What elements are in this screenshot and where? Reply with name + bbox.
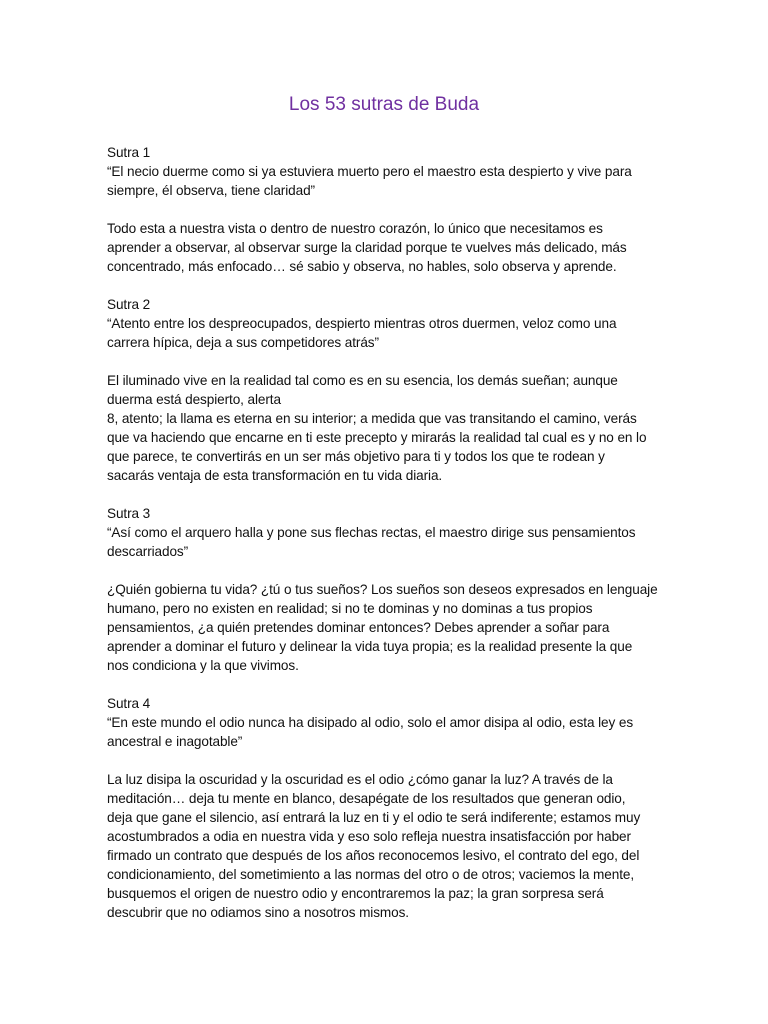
- document-body: [107, 143, 667, 922]
- text-line: descarriados”: [107, 544, 189, 559]
- text-line: “En este mundo el odio nunca ha disipado al odio, solo el amor disipa al odio, esta ley es: [107, 715, 634, 730]
- text-line: que parece, te convertirás en un ser más objetivo para ti y todos los que te rodean y: [107, 449, 605, 464]
- sutra-quote: [107, 713, 667, 751]
- text-line: busquemos el origen de nuestro odio y encontraremos la paz; la gran sorpresa será: [107, 886, 604, 901]
- text-line: nos condiciona y la que vivimos.: [107, 658, 299, 673]
- text-line: que va haciendo que encarne en ti este precepto y mirarás la realidad tal cual es y no en lo: [107, 430, 647, 445]
- sutra-section: [107, 295, 667, 485]
- sutra-quote: [107, 523, 667, 561]
- text-line: descubrir que no odiamos sino a nosotros mismos.: [107, 905, 409, 920]
- text-line: carrera hípica, deja a sus competidores atrás”: [107, 335, 379, 350]
- text-line: siempre, él observa, tiene claridad”: [107, 183, 315, 198]
- sutra-section: [107, 143, 667, 276]
- sutra-commentary: [107, 580, 667, 675]
- text-line: “El necio duerme como si ya estuviera muerto pero el maestro esta despierto y vive para: [107, 164, 632, 179]
- text-line: Todo esta a nuestra vista o dentro de nuestro corazón, lo único que necesitamos es: [107, 221, 603, 236]
- sutra-commentary: [107, 219, 667, 276]
- text-line: deja que gane el silencio, así entrará la luz en ti y el odio te será indiferente; estamos muy: [107, 810, 641, 825]
- text-line: “Así como el arquero halla y pone sus flechas rectas, el maestro dirige sus pensamientos: [107, 525, 636, 540]
- text-line: duerma está despierto, alerta: [107, 392, 281, 407]
- text-line: concentrado, más enfocado… sé sabio y observa, no hables, solo observa y aprende.: [107, 259, 617, 274]
- text-line: condicionamiento, del sometimiento a las normas del otro o de otros; vaciemos la mente,: [107, 867, 635, 882]
- sutra-commentary: [107, 371, 667, 485]
- sutra-heading: Sutra 2: [107, 297, 151, 312]
- text-line: aprender a dominar el futuro y delinear la vida tuya propia; es la realidad presente la que: [107, 639, 633, 654]
- sutra-heading: Sutra 1: [107, 145, 151, 160]
- text-line: ¿Quién gobierna tu vida? ¿tú o tus sueños? Los sueños son deseos expresados en lenguaje: [107, 582, 658, 597]
- sutra-heading: Sutra 4: [107, 696, 151, 711]
- text-line: pensamientos, ¿a quién pretendes dominar entonces? Debes aprender a soñar para: [107, 620, 610, 635]
- text-line: sacarás ventaja de esta transformación en tu vida diaria.: [107, 468, 443, 483]
- sutra-section: [107, 694, 667, 922]
- text-line: firmado un contrato que después de los años reconocemos lesivo, el contrato del ego, del: [107, 848, 640, 863]
- sutra-quote: [107, 162, 667, 200]
- text-line: humano, pero no existen en realidad; si no te dominas y no dominas a tus propios: [107, 601, 593, 616]
- sutra-heading: Sutra 3: [107, 506, 151, 521]
- document-title: Los 53 sutras de Buda: [288, 94, 480, 115]
- text-line: acostumbrados a odia en nuestra vida y eso solo refleja nuestra insatisfacción por haber: [107, 829, 631, 844]
- sutra-section: [107, 504, 667, 675]
- text-line: ancestral e inagotable”: [107, 734, 243, 749]
- text-line: meditación… deja tu mente en blanco, desapégate de los resultados que generan odio,: [107, 791, 626, 806]
- text-line: “Atento entre los despreocupados, despierto mientras otros duermen, veloz como una: [107, 316, 617, 331]
- sutra-commentary: [107, 770, 667, 922]
- text-line: aprender a observar, al observar surge la claridad porque te vuelves más delicado, más: [107, 240, 627, 255]
- text-line: La luz disipa la oscuridad y la oscuridad es el odio ¿cómo ganar la luz? A través de la: [107, 772, 613, 787]
- text-line: 8, atento; la llama es eterna en su interior; a medida que vas transitando el camino, verás: [107, 411, 637, 426]
- sutra-quote: [107, 314, 667, 352]
- text-line: El iluminado vive en la realidad tal como es en su esencia, los demás sueñan; aunque: [107, 373, 618, 388]
